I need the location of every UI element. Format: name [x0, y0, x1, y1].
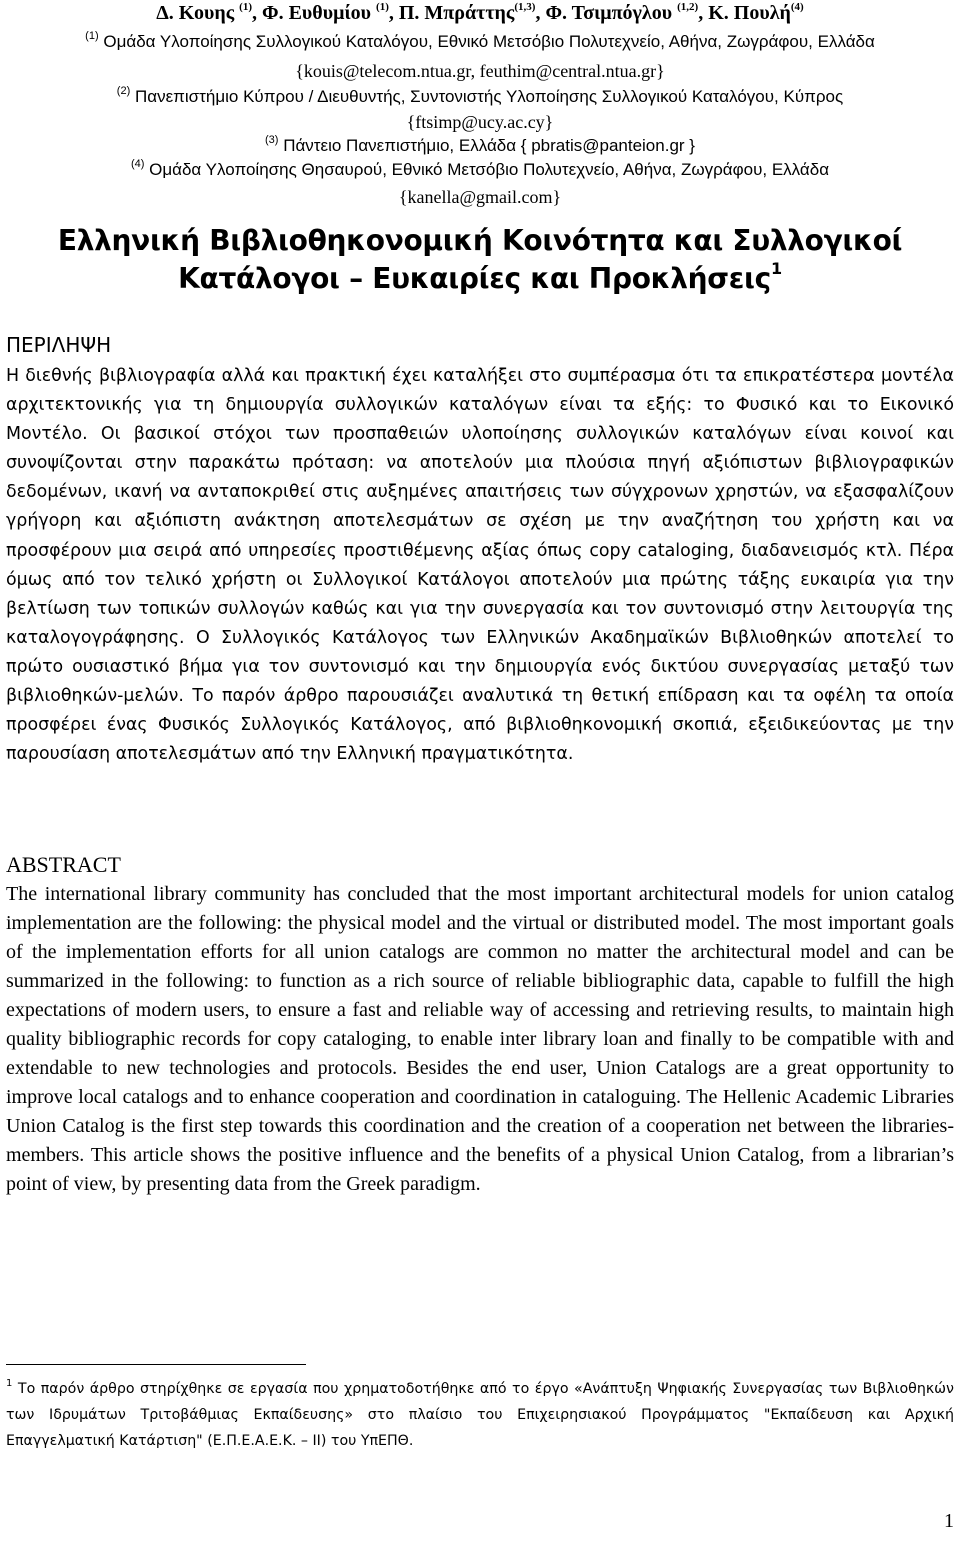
affiliation-3-text: Πάντειο Πανεπιστήμιο, Ελλάδα { pbratis@panteion.gr } [283, 136, 695, 155]
footnote-rule [6, 1364, 306, 1365]
page-number: 1 [944, 1510, 954, 1532]
authors-line: Δ. Κουης $^{(1)}$, Φ. Ευθυμίου $^{(1)}$, Π. Μπράττης$^{(1,3)}$, Φ. Τσιμπόγλου $^{(1,2)}$, Κ. Πουλή$^{(4)}$ [156, 1, 804, 24]
affiliation-3: $^{(3)}$ Πάντειο Πανεπιστήμιο, Ελλάδα { pbratis@panteion.gr } [265, 134, 695, 155]
affiliation-1: $^{(1)}$ Ομάδα Υλοποίησης Συλλογικού Καταλόγου, Εθνικό Μετσόβιο Πολυτεχνείο, Αθήνα, Ζωγράφου, Ελλάδα [85, 30, 875, 51]
affiliation-2-email: {ftsimp@ucy.ac.cy} [406, 112, 554, 132]
footnote-text: Το παρόν άρθρο στηρίχθηκε σε εργασία που χρηματοδοτήθηκε από το έργο «Ανάπτυξη Ψηφιακής Συνεργασίας των Βιβλιοθηκών των Ιδρυμάτων Τριτοβάθμιας Εκπαίδευσης» στο πλαίσιο του Επιχειρησιακού Προγράμματος "Εκπαίδευση και Αρχική Επαγγελματική Κατάρτιση" (Ε.Π.Ε.Α.Ε.Κ. – ΙΙ) του ΥπΕΠΘ. [6, 1381, 954, 1449]
affiliation-2-text: Πανεπιστήμιο Κύπρου / Διευθυντής, Συντονιστής Υλοποίησης Συλλογικού Καταλόγου, Κύπρος [134, 87, 844, 106]
english-abstract-text: The international library community has concluded that the most important architectural models for union catalog implementation are the following: the physical model and the virtual or distributed model. The most important goals of the implementation efforts for all union catalogs are common no matter the architectural model and can be summarized in the following: to function as a rich source of reliable bibliographic data, capable to fulfill the high expectations of modern users, to ensure a fast and reliable way of accessing and retrieving results, to maintain high quality bibliographic records for copy cataloging, to enable inter library loan and finally to be compatible with and extendable to new technologies and protocols. Besides the end user, Union Catalogs are a great opportunity to improve local catalogs and to enhance cooperation and coordination in cataloguing. The Hellenic Academic Libraries Union Catalog is the first step towards this coordination and the creation of a cooperation net between the libraries-members. This article shows the positive influence and the benefits of a physical Union Catalog, from a librarian’s point of view, by presenting data from the Greek paradigm. [6, 883, 954, 1195]
title-footnote-mark: 1 [770, 258, 782, 278]
footnote [6, 1376, 954, 1454]
affiliation-2: $^{(2)}$ Πανεπιστήμιο Κύπρου / Διευθυντής, Συντονιστής Υλοποίησης Συλλογικού Καταλόγου, Κύπρος [116, 85, 844, 106]
english-abstract-heading: ABSTRACT [6, 852, 121, 877]
affiliation-1-email: {kouis@telecom.ntua.gr, feuthim@central.ntua.gr} [295, 61, 665, 81]
affiliation-4: $^{(4)}$ Ομάδα Υλοποίησης Θησαυρού, Εθνικό Μετσόβιο Πολυτεχνείο, Αθήνα, Ζωγράφου, Ελλάδα [130, 158, 830, 179]
greek-abstract-heading: ΠΕΡΙΛΗΨΗ [6, 333, 112, 357]
paper-title [0, 222, 960, 298]
affiliation-1-text: Ομάδα Υλοποίησης Συλλογικού Καταλόγου, Εθνικό Μετσόβιο Πολυτεχνείο, Αθήνα, Ζωγράφου, Ελλάδα [103, 32, 875, 51]
affiliation-4-text: Ομάδα Υλοποίησης Θησαυρού, Εθνικό Μετσόβιο Πολυτεχνείο, Αθήνα, Ζωγράφου, Ελλάδα [149, 160, 830, 179]
affiliation-4-email: {kanella@gmail.com} [398, 187, 562, 207]
title-line-1: Ελληνική Βιβλιοθηκονομική Κοινότητα και Συλλογικοί [57, 224, 903, 257]
greek-abstract-text: Η διεθνής βιβλιογραφία αλλά και πρακτική έχει καταλήξει στο συμπέρασμα ότι τα επικρατέστερα μοντέλα αρχιτεκτονικής για τη δημιουργία συλλογικών καταλόγων είναι τα εξής: το Φυσικό και το Εικονικό Μοντέλο. Οι βασικοί στόχοι των προσπαθειών υλοποίησης συλλογικών καταλόγων είναι κοινοί και συνοψίζονται στην παρακάτω πρόταση: να αποτελούν μια πλούσια πηγή αξιόπιστων βιβλιογραφικών δεδομένων, ικανή να ανταποκριθεί στις αυξημένες απαιτήσεις των σύγχρονων χρηστών, να εξασφαλίζουν γρήγορη και αξιόπιστη ανάκτηση αποτελεσμάτων σε σχέση με την αναζήτηση του χρήστη και να προσφέρουν μια σειρά από υπηρεσίες προστιθέμενης αξίας όπως copy cataloging, διαδανεισμός κτλ. Πέρα όμως από τον τελικό χρήστη οι Συλλογικοί Κατάλογοι αποτελούν μια πρώτης τάξης ευκαιρία για την βελτίωση των τοπικών συλλογών καθώς και για την συνεργασία και τον συντονισμό στην λειτουργία της καταλογογράφησης. Ο Συλλογικός Κατάλογος των Ελληνικών Ακαδημαϊκών Βιβλιοθηκών αποτελεί το πρώτο ουσιαστικό βήμα για τον συντονισμό και την δημιουργία ενός δικτύου συνεργασίας μεταξύ των βιβλιοθηκών-μελών. Το παρόν άρθρο παρουσιάζει αναλυτικά τη θετική επίδραση και τα οφέλη τα οποία προσφέρει ένας Φυσικός Συλλογικός Κατάλογος, από βιβλιοθηκονομική σκοπιά, εξειδικεύοντας με την παρουσίαση αποτελεσμάτων από την Ελληνική πραγματικότητα. [6, 366, 954, 765]
title-line-2: Κατάλογοι – Ευκαιρίες και Προκλήσεις$^1$ [178, 258, 782, 295]
footnote-mark: 1 [6, 1378, 13, 1390]
